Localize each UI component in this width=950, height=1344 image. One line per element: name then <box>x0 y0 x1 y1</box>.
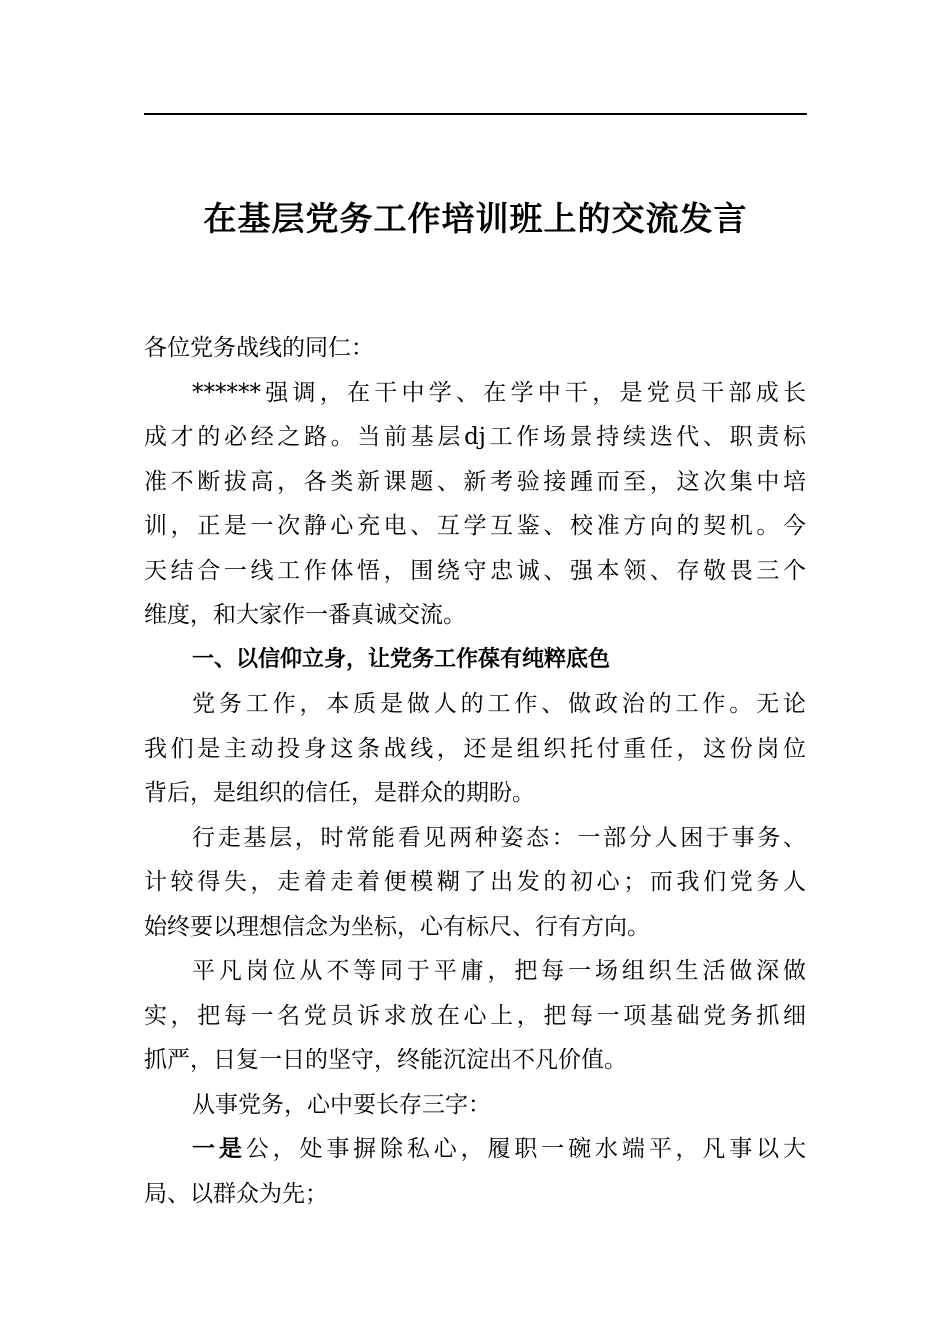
paragraph-line <box>144 1127 806 1172</box>
paragraph-line: 准不断拔高，各类新课题、新考验接踵而至，这次集中培 <box>144 468 806 495</box>
paragraph-line: 计较得失，走着走着便模糊了出发的初心；而我们党务人 <box>144 869 806 895</box>
salutation: 各位党务战线的同仁： <box>144 335 374 361</box>
header-rule <box>144 113 807 115</box>
bold-lead-text: 一是 <box>192 1136 246 1162</box>
paragraph-line: 局、以群众为先； <box>144 1180 328 1207</box>
paragraph-line: 天结合一线工作体悟，围绕守忠诚、强本领、存敬畏三个 <box>144 557 806 584</box>
paragraph-line: 始终要以理想信念为坐标，心有标尺、行有方向。 <box>144 913 650 940</box>
section-heading: 一、以信仰立身，让党务工作葆有纯粹底色 <box>192 646 611 672</box>
paragraph-text: 公，处事摒除私心，履职一碗水端平，凡事以大 <box>245 1136 807 1162</box>
paragraph-line: 抓严，日复一日的坚守，终能沉淀出不凡价值。 <box>144 1047 627 1073</box>
paragraph-line: 维度，和大家作一番真诚交流。 <box>144 602 466 628</box>
paragraph-line: 成才的必经之路。当前基层dj工作场景持续迭代、职责标 <box>144 424 806 450</box>
paragraph-line: 背后，是组织的信任，是群众的期盼。 <box>144 780 535 806</box>
paragraph-line: 行走基层，时常能看见两种姿态：一部分人困于事务、 <box>192 824 806 851</box>
paragraph-line: ******强调，在干中学、在学中干，是党员干部成长 <box>192 379 806 406</box>
paragraph-line: 实，把每一名党员诉求放在心上，把每一项基础党务抓细 <box>144 1002 806 1029</box>
paragraph-line: 党务工作，本质是做人的工作、做政治的工作。无论 <box>192 691 806 717</box>
paragraph-line: 训，正是一次静心充电、互学互鉴、校准方向的契机。今 <box>144 513 806 539</box>
paragraph-line: 从事党务，心中要长存三字： <box>192 1091 491 1118</box>
paragraph-line: 平凡岗位从不等同于平庸，把每一场组织生活做深做 <box>192 958 806 984</box>
document-title: 在基层党务工作培训班上的交流发言 <box>203 199 748 238</box>
document-body <box>144 326 806 1216</box>
paragraph-line: 我们是主动投身这条战线，还是组织托付重任，这份岗位 <box>144 735 806 762</box>
